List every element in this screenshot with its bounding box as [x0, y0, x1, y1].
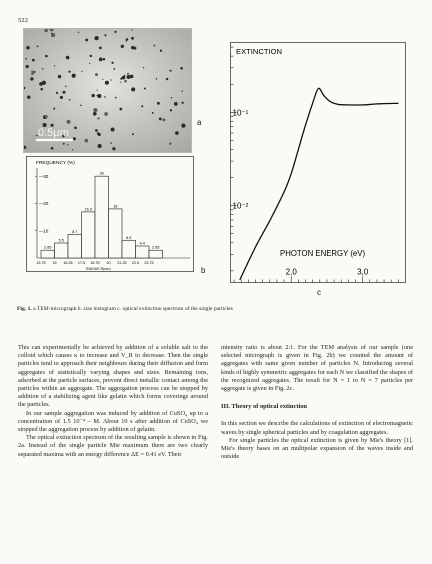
- particle-dot: [105, 81, 109, 85]
- particle-dot: [99, 47, 102, 50]
- bar-value-label: 16.9: [84, 207, 92, 212]
- particle-dot: [97, 117, 99, 119]
- panel-b-label: b: [201, 266, 206, 275]
- bar-value-label: 6.5: [126, 235, 132, 240]
- scale-bar-label: 0.5μm: [38, 127, 69, 139]
- particle-dot: [156, 78, 157, 79]
- particle-dot: [45, 115, 48, 118]
- particle-dot: [96, 90, 97, 91]
- particle-dot: [60, 96, 63, 99]
- y-tick-label: —30: [39, 173, 49, 179]
- paragraph: The optical extinction spectrum of the resulting sample is shown in Fig. 2a. Instead of the single particle Mie maximum there are two clearly separated maxima with an energy difference ΔE = 0.41 eV. Their: [18, 434, 208, 458]
- particle-dot: [121, 45, 124, 48]
- particle-dot: [62, 91, 65, 94]
- x-tick-label: 13.75: [36, 261, 46, 265]
- particle-dot: [157, 102, 160, 105]
- particle-dot: [124, 75, 125, 76]
- particle-dot: [166, 78, 168, 80]
- section-heading: III. Theory of optical extinction: [221, 403, 307, 411]
- particle-dot: [89, 63, 90, 64]
- x-tick-label: 3,0: [357, 267, 369, 277]
- particle-dot: [84, 139, 88, 143]
- paragraph: In this section we describe the calculations of extinction of electromagnetic waves by single spherical particles and by coagulation aggregates.: [221, 420, 413, 436]
- panel-a-label: a: [197, 118, 202, 127]
- particle-dot: [131, 46, 134, 49]
- particle-dot: [175, 131, 179, 135]
- particle-dot: [26, 46, 29, 49]
- paragraph: For single particles the optical extinction is given by Mie's theory [1]. Mie's theory bases on an multipolar expansion of the waves inside and outside: [221, 436, 413, 461]
- particle-dot: [53, 108, 55, 110]
- particle-dot: [69, 99, 71, 101]
- x-tick-label: 16.25: [63, 261, 73, 265]
- particle-dot: [104, 34, 106, 36]
- particle-dot: [34, 71, 36, 73]
- extinction-spectrum: [220, 40, 408, 288]
- particle-dot: [171, 97, 172, 98]
- particle-dot: [144, 88, 146, 90]
- caption-text: a TEM-micrograph b. size histogram c. optical extinction spectrum of the single particles: [33, 306, 233, 312]
- paragraph: In our sample aggregation was induced by addition of CuSO₄ up to a concentration of 1.5 10⁻⁴ – M. About 10 s after addition of CuSO₄ we stopped the aggregation process by addition of gelatin.: [18, 409, 208, 434]
- extinction-title: EXTINCTION: [236, 47, 282, 56]
- particle-dot: [26, 65, 29, 68]
- x-tick-label: 21.25: [117, 261, 127, 265]
- histogram-bar: [109, 209, 123, 258]
- particle-dot: [181, 124, 185, 128]
- histogram-bar: [68, 234, 82, 258]
- particle-dot: [30, 77, 33, 80]
- particle-dot: [113, 68, 115, 70]
- particle-dot: [92, 94, 95, 97]
- particle-dot: [67, 120, 71, 124]
- particle-dot: [37, 46, 39, 48]
- particle-dot: [97, 132, 100, 135]
- particle-dot: [102, 79, 103, 80]
- histogram-bar: [149, 250, 163, 258]
- histogram-bar: [82, 212, 96, 258]
- particle-dot: [103, 58, 105, 60]
- particle-dot: [162, 118, 165, 121]
- particle-dot: [45, 55, 48, 58]
- extinction-xlabel: PHOTON ENERGY (eV): [280, 249, 366, 258]
- histogram-bar: [136, 246, 150, 258]
- particle-dot: [85, 38, 88, 41]
- particle-dot: [154, 45, 156, 47]
- particle-dot: [81, 71, 82, 72]
- particle-dot: [68, 71, 70, 73]
- particle-dot: [32, 59, 35, 62]
- histogram-bar: [95, 176, 109, 258]
- particle-dot: [72, 74, 76, 78]
- particle-dot: [65, 86, 67, 88]
- particle-dot: [72, 149, 73, 150]
- text-column-right: [221, 344, 413, 461]
- particle-dot: [174, 102, 178, 106]
- particle-dot: [93, 112, 97, 116]
- particle-dot: [42, 68, 44, 70]
- particle-dot: [25, 58, 27, 60]
- histogram-title: FREQUENCY (%): [36, 161, 75, 166]
- text-column-left: [18, 344, 208, 459]
- particle-dot: [110, 79, 112, 81]
- particle-dot: [95, 73, 98, 76]
- histogram-bar: [55, 243, 69, 258]
- particle-dot: [152, 112, 154, 114]
- particle-dot: [120, 82, 121, 83]
- particle-dot: [90, 55, 92, 57]
- figure-caption: [17, 306, 417, 312]
- particle-dot: [98, 144, 102, 148]
- particle-dot: [51, 33, 52, 34]
- particle-dot: [127, 75, 131, 79]
- particle-dot: [182, 91, 183, 92]
- particle-dot: [122, 76, 126, 80]
- particle-dot: [39, 82, 43, 86]
- particle-dot: [66, 56, 70, 60]
- particle-dot: [115, 97, 117, 99]
- bar-value-label: 2.85: [44, 245, 52, 250]
- particle-dot: [80, 105, 82, 107]
- particle-dot: [169, 142, 171, 144]
- particle-dot: [127, 73, 129, 75]
- paragraph: This can experimentally be achieved by addition of a soluble salt to the colloid which causes κ to increase and V_R to decrease. Then the single particles tend to approach their neighbours during their diffusion and form aggregates of statistically varying shapes and sizes. Remaining ions, adsorbed at the particle surfaces, prevent direct metallic contact among the particles within an aggregate. The aggregation process can be stopped by addition of a stabilizing agent like gelatin which forms coverings around the particles.: [18, 344, 208, 409]
- particle-dot: [56, 92, 58, 94]
- panel-c-label: c: [317, 288, 321, 297]
- particle-dot: [40, 88, 43, 91]
- particle-dot: [99, 58, 103, 62]
- particle-dot: [111, 62, 113, 64]
- x-tick-label: 18.75: [90, 261, 100, 265]
- particle-dot: [97, 94, 101, 98]
- y-tick-label: —20: [39, 201, 49, 207]
- page-number: 522: [18, 17, 29, 24]
- particle-dot: [73, 137, 76, 140]
- particle-dot: [124, 80, 127, 83]
- particle-dot: [141, 105, 143, 107]
- histogram-bar: [122, 240, 136, 258]
- particle-dot: [160, 49, 162, 51]
- particle-dot: [131, 29, 132, 30]
- histogram-bar: [41, 250, 55, 258]
- particle-dot: [159, 117, 162, 120]
- particle-dot: [27, 95, 30, 98]
- caption-label: Fig. 1.: [17, 306, 32, 312]
- particle-dot: [104, 96, 106, 98]
- bar-value-label: 2.85: [152, 245, 160, 250]
- x-tick-label: 22.5: [131, 261, 140, 265]
- particle-dot: [125, 40, 126, 41]
- particle-dot: [54, 65, 55, 66]
- particle-dot: [112, 147, 115, 150]
- particle-dot: [95, 129, 98, 132]
- y-tick-label: 10⁻¹: [232, 108, 249, 118]
- x-tick-label: 15: [52, 261, 57, 265]
- particle-dot: [170, 109, 172, 111]
- y-tick-label: —10: [39, 228, 49, 234]
- particle-dot: [104, 112, 108, 116]
- histogram-xlabel: RADIUS R(nm): [86, 267, 111, 271]
- bar-value-label: 30: [99, 171, 104, 176]
- bar-value-label: 8.7: [72, 229, 78, 234]
- particle-dot: [131, 87, 135, 91]
- particle-dot: [132, 133, 134, 135]
- x-tick-label: 20: [106, 261, 111, 265]
- particle-dot: [67, 144, 68, 145]
- particle-dot: [110, 142, 111, 143]
- particle-dot: [58, 75, 61, 78]
- bar-value-label: 5.5: [58, 238, 64, 243]
- size-histogram: [26, 156, 196, 274]
- particle-dot: [143, 67, 144, 68]
- particle-dot: [170, 70, 172, 72]
- tem-micrograph: [23, 28, 192, 153]
- paragraph: intensity ratio is about 2:1. For the TEM analysis of our sample (one selected micrograph is given in Fig. 2b) we counted the amount of aggregates with same given number of particles N. Introducing several kinds of highly symmetric aggregates for each N we classified the shapes of the recognized aggregates. The result for N = 1 to N = 7 particles per aggregate is given in Fig. 2c.: [221, 344, 413, 393]
- x-tick-label: 17.5: [77, 261, 86, 265]
- bar-value-label: 4.4: [139, 241, 145, 246]
- particle-dot: [131, 37, 134, 40]
- particle-dot: [51, 147, 54, 150]
- y-tick-label: 10⁻²: [232, 201, 249, 211]
- particle-dot: [31, 70, 33, 72]
- x-tick-label: 2,0: [285, 267, 297, 277]
- particle-dot: [74, 126, 77, 129]
- particle-dot: [31, 72, 34, 75]
- particle-dot: [96, 95, 97, 96]
- particle-dot: [94, 36, 98, 40]
- particle-dot: [119, 108, 122, 111]
- x-tick-label: 23.75: [144, 261, 154, 265]
- particle-dot: [180, 67, 183, 70]
- particle-dot: [114, 31, 116, 33]
- bar-value-label: 18: [113, 204, 118, 209]
- particle-dot: [111, 128, 115, 132]
- particle-dot: [63, 143, 65, 145]
- particle-dot: [182, 102, 184, 104]
- particle-dot: [78, 32, 79, 33]
- particle-dot: [93, 108, 97, 112]
